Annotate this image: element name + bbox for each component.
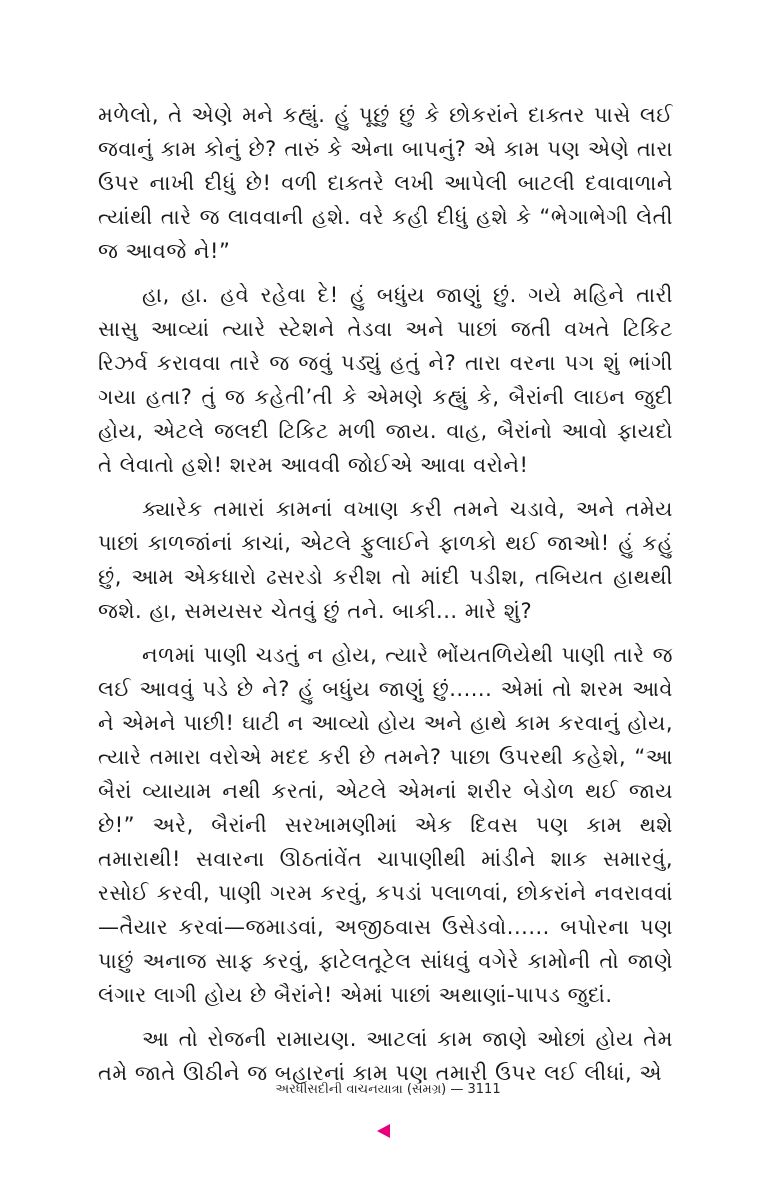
page-footer: અરધીસદીની વાચનયાત્રા (સમગ્ર) — 3111 (275, 1082, 501, 1097)
paragraph-5: આ તો રોજની રામાયણ. આટલાં કામ જાણે ઓછાં હોય તેમ તમે જાતે ઊઠીને જ બહારનાં કામ પણ તમારી ઉપર લઈ લીધાં, એ (98, 1027, 673, 1085)
page-body (98, 98, 673, 1100)
paragraph-1: મળેલો, તે એણે મને કહ્યું. હું પૂછું છું કે છોકરાંને દાક્તર પાસે લઈ જવાનું કામ કોનું છે? તારું કે એના બાપનું? એ કામ પણ એણે તારા ઉપર નાખી દીધું છે! વળી દાક્તરે લખી આપેલી બાટલી દવાવાળાને ત્યાંથી તારે જ લાવવાની હશે. વરે કહી દીધું હશે કે “ભેગાભેગી લેતી જ આવજે ને!” (98, 103, 673, 263)
paragraph-4: નળમાં પાણી ચડતું ન હોય, ત્યારે ભોંયતળિયેથી પાણી તારે જ લઈ આવવું પડે છે ને? હું બધુંય જાણું છું...... એમાં તો શરમ આવે ને એમને પાછી! ઘાટી ન આવ્યો હોય અને હાથે કામ કરવાનું હોય, ત્યારે તમારા વરોએ મદદ કરી છે તમને? પાછા ઉપરથી કહેશે, “આ બૈરાં વ્યાયામ નથી કરતાં, એટલે એમનાં શરીર બેડોળ થઈ જાય છે!” અરે, બૈરાંની સરખામણીમાં એક દિવસ પણ કામ થશે તમારાથી! સવારના ઊઠતાંવેંત ચાપાણીથી માંડીને શાક સમારવું, રસોઈ કરવી, પાણી ગરમ કરવું, કપડાં પલાળવાં, છોકરાંને નવરાવવાં—તૈયાર કરવાં—જમાડવાં, અજીઠવાસ ઉસેડવો...... બપોરના પણ પાછું અનાજ સાફ કરવું, ફાટેલતૂટેલ સાંધવું વગેરે કામોની તો જાણે લંગાર લાગી હોય છે બૈરાંને! એમાં પાછાં અથાણાં-પાપડ જુદાં. (98, 643, 673, 1007)
previous-page-icon[interactable] (377, 1124, 390, 1138)
paragraph-3: ક્યારેક તમારાં કામનાં વખાણ કરી તમને ચડાવે, અને તમેય પાછાં કાળજાંનાં કાચાં, એટલે ફુલાઈને ફાળકો થઈ જાઓ! હું કહું છું, આમ એકધારો ઢસરડો કરીશ તો માંદી પડીશ, તબિયત હાથથી જશે. હા, સમયસર ચેતવું છું તને. બાકી... મારે શું? (98, 497, 673, 623)
paragraph-2: હા, હા. હવે રહેવા દે! હું બધુંય જાણું છું. ગયે મહિને તારી સાસુ આવ્યાં ત્યારે સ્ટેશને તેડવા અને પાછાં જતી વખતે ટિકિટ રિઝર્વ કરાવવા તારે જ જવું પડ્યું હતું ને? તારા વરના પગ શું ભાંગી ગયા હતા? તું જ કહેતી’તી કે એમણે કહ્યું કે, બૈરાંની લાઇન જુદી હોય, એટલે જલદી ટિકિટ મળી જાય. વાહ, બૈરાંનો આવો ફાયદો તે લેવાતો હશે! શરમ આવવી જોઈએ આવા વરોને! (98, 283, 673, 477)
